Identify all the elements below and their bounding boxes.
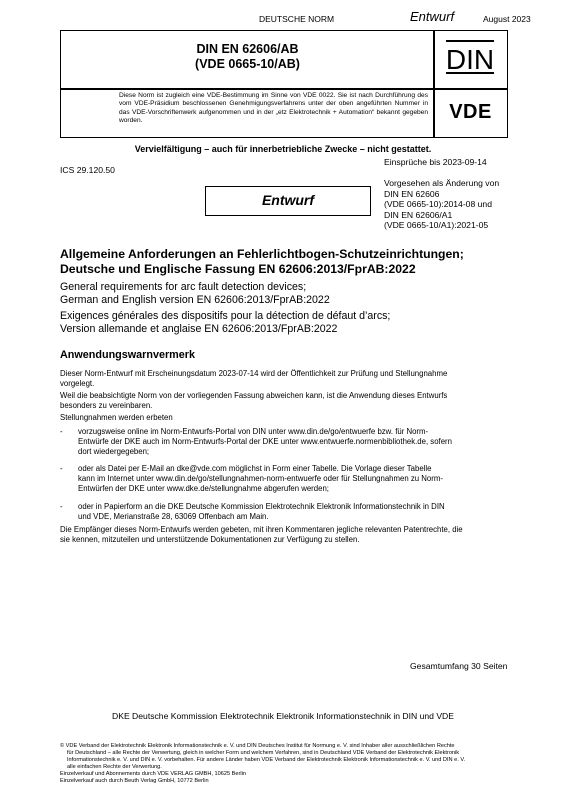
din-logo	[446, 40, 494, 74]
copyright-line4: alle einfachen Rechte der Verwertung.	[67, 764, 162, 770]
warning-p4-line1: Die Empfänger dieses Norm-Entwurfs werden gebeten, mit ihren Kommentaren jegliche relevanten Patentrechte, die	[60, 525, 463, 534]
warning-p2-line2: besonders zu vereinbaren.	[60, 401, 153, 410]
title-en	[60, 281, 330, 307]
bullet-email-line3: Entwürfen der DKE unter www.dke.de/stellungnahme abgerufen werden;	[78, 484, 329, 493]
draft-box-label: Entwurf	[261, 192, 315, 208]
warning-p2-line1: Weil die beabsichtigte Norm von der vorliegenden Fassung abweichen kann, ist die Anwendung dieses Entwurfs	[60, 391, 448, 400]
designation-box	[60, 30, 435, 90]
bullet-email-line1: oder als Datei per E-Mail an dke@vde.com möglichst in Form einer Tabelle. Die Vorlage dieser Tabelle	[78, 464, 432, 473]
din-logo-icon	[446, 40, 494, 74]
copyright-line5: Einzelverkauf und Abonnements durch VDE VERLAG GMBH, 10625 Berlin	[60, 771, 246, 777]
designation-line2: (VDE 0665-10/AB)	[195, 57, 300, 71]
designation-line1: DIN EN 62606/AB	[196, 42, 299, 56]
warning-p1-line1: Dieser Norm-Entwurf mit Erscheinungsdatum 2023-07-14 wird der Öffentlichkeit zur Prüfung und Stellungnahme	[60, 369, 448, 378]
title-de	[60, 247, 464, 277]
warning-p1	[60, 369, 520, 389]
total-pages: Gesamtumfang 30 Seiten	[410, 661, 508, 671]
title-en-line1: General requirements for arc fault detection devices;	[60, 281, 307, 293]
ics-code: ICS 29.120.50	[60, 165, 115, 175]
replacement-line5: (VDE 0665-10/A1):2021-05	[384, 220, 489, 231]
copyright-line3: Informationstechnik e. V. und DIN e. V. vorbehalten. Für andere Länder haben VDE Verband der Elektrotechnik Elektronik Informationstechnik e. V. und DIN e. V.	[67, 757, 466, 763]
replacement-info	[384, 178, 499, 231]
top-header	[0, 6, 566, 26]
norm-label: DEUTSCHE NORM	[259, 14, 335, 24]
warning-p1-line2: vorgelegt.	[60, 379, 95, 388]
din-logo-box	[433, 30, 508, 90]
objections-deadline: Einsprüche bis 2023-09-14	[384, 157, 487, 167]
vde-notice-box	[60, 88, 435, 138]
title-en-line2: German and English version EN 62606:2013/FprAB:2022	[60, 294, 330, 306]
title-de-line1: Allgemeine Anforderungen an Fehlerlichtbogen-Schutzeinrichtungen;	[60, 247, 464, 261]
copyright-line2: für Deutschland – alle Rechte der Verwertung, gleich in welcher Form und welchem Verfahren, sind in Deutschland VDE Verband der Elektrotechnik Elektronik	[67, 750, 460, 756]
vde-logo-box	[433, 88, 508, 138]
warning-p4	[60, 525, 530, 545]
replacement-line2: DIN EN 62606	[384, 188, 440, 199]
bullet-email-line2: kann im Internet unter www.din.de/go/stellungnahmen-norm-entwuerfe oder für Stellungnahmen zu Norm-	[78, 474, 443, 483]
warning-p2	[60, 391, 520, 411]
draft-label: Entwurf	[410, 9, 455, 24]
copyright-block	[60, 743, 566, 785]
title-fr-line1: Exigences générales des dispositifs pour la détection de défaut d’arcs;	[60, 310, 391, 322]
warning-p3: Stellungnahmen werden erbeten	[60, 413, 173, 422]
bullet-paper-line1: oder in Papierform an die DKE Deutsche Kommission Elektrotechnik Elektronik Informationstechnik in DIN	[78, 502, 445, 511]
svg-text:DIN: DIN	[446, 44, 494, 74]
bullet-dash: -	[60, 427, 63, 436]
replacement-line3: (VDE 0665-10):2014-08 und	[384, 199, 492, 210]
vde-logo: VDE	[449, 101, 492, 123]
bullet-paper	[60, 502, 520, 524]
bullet-dash: -	[60, 464, 63, 473]
bullet-email	[60, 464, 520, 496]
title-fr-line2: Version allemande et anglaise EN 62606:2013/FprAB:2022	[60, 323, 338, 335]
replacement-line1: Vorgesehen als Änderung von	[384, 178, 500, 188]
copyright-line1: © VDE Verband der Elektrotechnik Elektronik Informationstechnik e. V. und DIN Deutsches Institut für Normung e. V. sind Inhaber aller ausschließlichen Rechte	[60, 743, 455, 749]
title-fr	[60, 310, 390, 336]
bullet-paper-line2: und VDE, Merianstraße 28, 63069 Offenbach am Main.	[78, 512, 269, 521]
draft-box	[205, 186, 371, 216]
dke-footer: DKE Deutsche Kommission Elektrotechnik Elektronik Informationstechnik in DIN und VDE	[112, 711, 454, 721]
bullet-online	[60, 427, 520, 459]
bullet-online-line1: vorzugsweise online im Norm-Entwurfs-Portal von DIN unter www.din.de/go/entwuerfe bzw. für Norm-	[78, 427, 429, 436]
title-de-line2: Deutsche und Englische Fassung EN 62606:2013/FprAB:2022	[60, 262, 416, 276]
vde-notice-text: Diese Norm ist zugleich eine VDE-Bestimmung im Sinne von VDE 0022. Sie ist nach Durchführung des vom VDE-Präsidium beschlossenen Genehmigungsverfahrens unter der oben angeführten Nummer in das VDE-Vorschriftenwerk aufgenommen und in der „etz Elektrotechnik + Automation“ bekannt gegeben worden.	[119, 92, 428, 125]
copyright-line6: Einzelverkauf auch durch Beuth Verlag GmbH, 10772 Berlin	[60, 778, 209, 784]
bullet-online-line3: dort wiedergegeben;	[78, 447, 150, 456]
replacement-line4: DIN EN 62606/A1	[384, 209, 453, 220]
bullet-online-line2: Entwürfe der DKE auch im Norm-Entwurfs-Portal der DKE unter www.entwuerfe.normenbibliothek.de, sofern	[78, 437, 452, 446]
warning-heading: Anwendungswarnvermerk	[60, 349, 195, 361]
bullet-dash: -	[60, 502, 63, 511]
warning-p4-line2: sie kennen, mitzuteilen und unterstützende Dokumentationen zur Verfügung zu stellen.	[60, 535, 360, 544]
reproduction-notice: Vervielfältigung – auch für innerbetriebliche Zwecke – nicht gestattet.	[134, 144, 432, 154]
header-date: August 2023	[483, 14, 531, 24]
